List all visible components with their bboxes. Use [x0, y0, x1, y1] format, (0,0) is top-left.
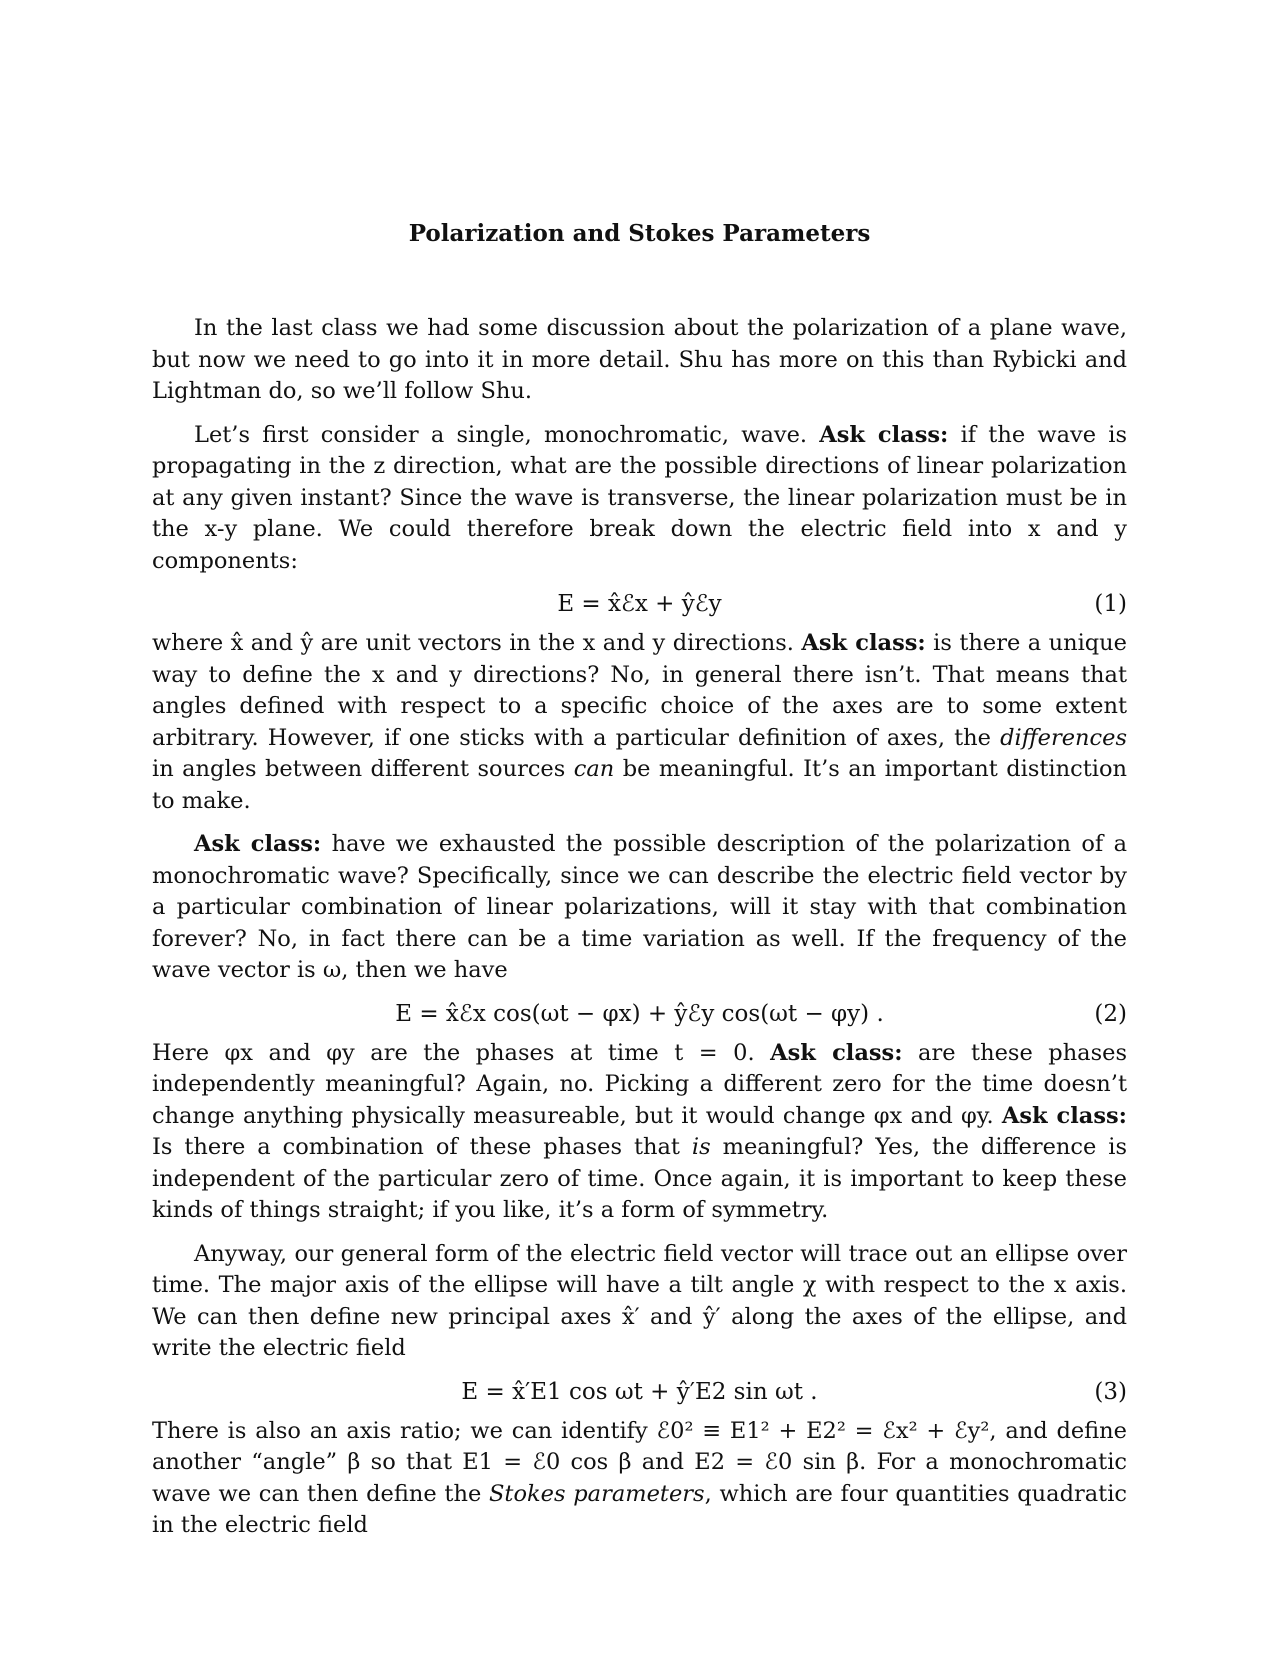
ask-class-label: Ask class: — [770, 1039, 903, 1066]
equation-2-body: E = x̂ℰx cos(ωt − φx) + ŷℰy cos(ωt − φy) . — [395, 1000, 884, 1027]
text: Here φx and φy are the phases at time t = 0. — [152, 1039, 771, 1066]
paragraph-phases — [152, 1038, 1127, 1227]
emphasis-stokes-parameters: Stokes parameters — [489, 1480, 705, 1507]
text: meaningful? Yes, the difference is independent of the particular zero of time. Once again, it is important to keep these kinds of things straight; if you like, it’s a form of symmetry. — [152, 1134, 1127, 1223]
ask-class-label: Ask class: — [194, 831, 322, 857]
emphasis-can: can — [573, 756, 615, 782]
equation-2-number: (2) — [1094, 1000, 1127, 1027]
text: be meaningful. It’s an important distinction to make. — [152, 756, 1127, 814]
equation-1-number: (1) — [1094, 591, 1127, 617]
text: There is also an axis ratio; we can identify ℰ0² ≡ E1² + E2² = ℰx² + ℰy², and define another “angle” β so that E1 = ℰ0 cos β and E2 = ℰ0 sin β. For a monochromatic wave we can then define the — [152, 1417, 1127, 1507]
text: in angles between different sources — [152, 756, 574, 782]
page-title: Polarization and Stokes Parameters — [408, 220, 871, 247]
paragraph-monochromatic — [152, 420, 1127, 578]
equation-2 — [152, 999, 1127, 1030]
equation-3-body: E = x̂′E1 cos ωt + ŷ′E2 sin ωt . — [461, 1378, 818, 1405]
text: if the wave is propagating in the z direction, what are the possible directions of linear polarization at any given instant? Since the wave is transverse, the linear polarization must be in the x-y plane. We could therefore break down the electric field into x and y components: — [152, 421, 1128, 574]
equation-1-body: E = x̂ℰx + ŷℰy — [557, 591, 722, 617]
paragraph-stokes — [152, 1416, 1127, 1542]
text: where x̂ and ŷ are unit vectors in the x and y directions. — [152, 630, 802, 656]
text: have we exhausted the possible description of the polarization of a monochromatic wave? Specifically, since we can describe the electric field vector by a particular combination of linear polarizations, will it stay with that combination forever? No, in fact there can be a time variation as well. If the frequency of the wave vector is ω, then we have — [152, 831, 1128, 983]
paragraph-unit-vectors — [152, 628, 1127, 817]
text: , which are four quantities quadratic in the electric field — [152, 1480, 1127, 1538]
equation-1 — [152, 589, 1127, 620]
text: are these phases independently meaningful? Again, no. Picking a different zero for the time doesn’t change anything physically measureable, but it would change φx and φy. — [152, 1039, 1128, 1129]
text: Is there a combination of these phases that — [152, 1134, 692, 1160]
paragraph-intro: In the last class we had some discussion about the polarization of a plane wave, but now we need to go into it in more detail. Shu has more on this than Rybicki and Lightman do, so we’ll follow Shu. — [152, 315, 1127, 404]
ask-class-label: Ask class: — [819, 421, 949, 448]
ask-class-label: Ask class: — [801, 630, 926, 656]
text: Let’s first consider a single, monochromatic, wave. — [194, 421, 820, 448]
ask-class-label: Ask class: — [1001, 1102, 1127, 1129]
equation-3-number: (3) — [1094, 1378, 1127, 1405]
equation-3 — [152, 1377, 1127, 1408]
emphasis-is: is — [691, 1134, 711, 1160]
paragraph-ellipse: Anyway, our general form of the electric field vector will trace out an ellipse over time. The major axis of the ellipse will have a tilt angle χ with respect to the x axis. We can then define new principal axes x̂′ and ŷ′ along the axes of the ellipse, and write the electric field — [152, 1240, 1127, 1361]
text: is there a unique way to define the x and y directions? No, in general there isn’t. That means that angles defined with respect to a specific choice of the axes are to some extent arbitrary. However, if one sticks with a particular definition of axes, the — [152, 630, 1127, 751]
paragraph-time-variation — [152, 829, 1127, 987]
document-page — [152, 220, 1127, 1554]
emphasis-differences: differences — [1000, 724, 1127, 751]
